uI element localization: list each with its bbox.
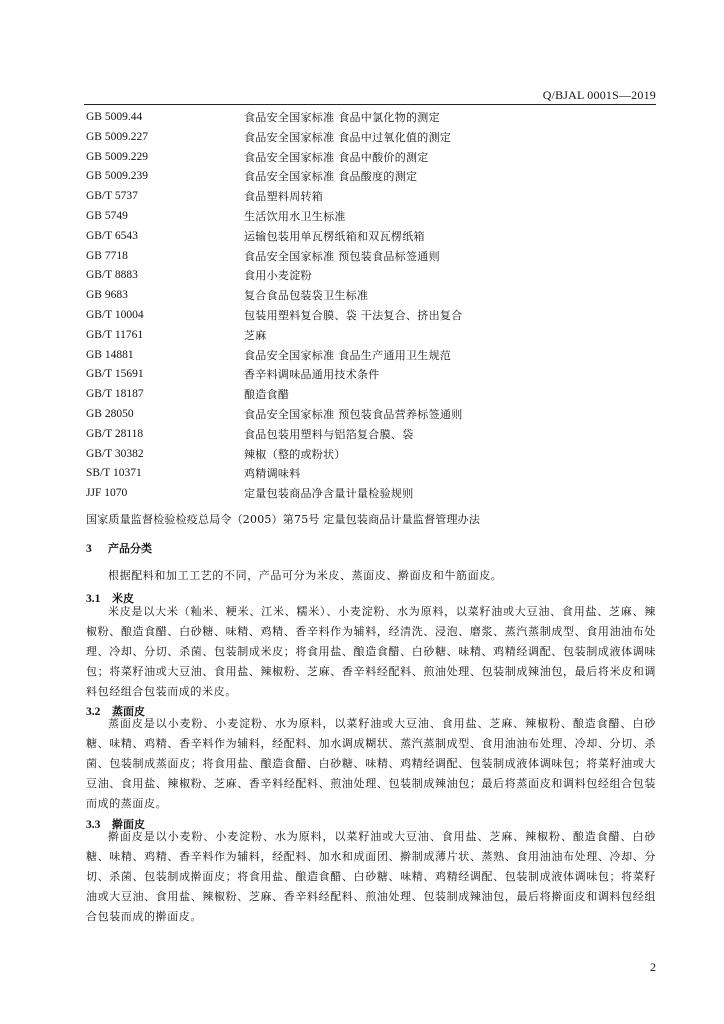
reference-row: [86, 306, 666, 326]
reference-title: 食品安全国家标准 食品中氯化物的测定: [244, 111, 440, 124]
reference-code: GB/T 18187: [86, 388, 144, 401]
reference-title: 鸡精调味料: [244, 467, 301, 481]
subsection-number: 3.2: [86, 706, 101, 718]
reference-code: SB/T 10371: [86, 467, 142, 480]
reference-row: [86, 108, 666, 128]
reference-row: [86, 266, 666, 286]
reference-title: 生活饮用水卫生标准: [244, 209, 346, 223]
reference-row: [86, 128, 666, 148]
reference-title: 复合食品包装袋卫生标准: [244, 289, 369, 303]
reference-title: 食品安全国家标准 预包装食品标签通则: [244, 249, 440, 263]
reference-title: 食品安全国家标准 食品中过氧化值的测定: [244, 130, 452, 144]
reference-row: [86, 148, 666, 168]
reference-code: GB 28050: [86, 407, 134, 420]
section-number: 3: [86, 543, 92, 555]
reference-title: 包装用塑料复合膜、袋 干法复合、挤出复合: [244, 308, 463, 322]
reference-code: GB/T 6543: [86, 229, 138, 242]
header-rule: [84, 104, 656, 105]
reference-row: [86, 207, 666, 227]
reference-row: [86, 405, 666, 425]
subsection-title: 米皮: [112, 592, 134, 605]
page-number: 2: [650, 960, 656, 974]
reference-row: [86, 464, 666, 484]
subsection-number: 3.1: [86, 593, 101, 605]
reference-code: GB/T 28118: [86, 427, 144, 440]
reference-title: 食品安全国家标准 食品生产通用卫生规范: [244, 348, 452, 362]
reference-code: GB 9683: [86, 289, 128, 302]
reference-title: 食用小麦淀粉: [244, 269, 312, 283]
reference-code: GB/T 30382: [86, 447, 144, 460]
subsection-title: 擀面皮: [112, 818, 145, 831]
reference-title: 食品包装用塑料与铝箔复合膜、袋: [244, 427, 414, 441]
reference-row: [86, 326, 666, 346]
reference-code: GB 5009.229: [86, 150, 148, 163]
section-heading: [86, 540, 152, 556]
reference-row: [86, 247, 666, 267]
reference-code: GB/T 5737: [86, 190, 138, 203]
reference-code: GB/T 11761: [86, 328, 144, 341]
reference-code: GB 5009.44: [86, 111, 143, 123]
reference-code: GB 7718: [86, 249, 128, 262]
document-code: Q/BJAL 0001S—2019: [542, 88, 656, 102]
reference-title: 香辛料调味品通用技术条件: [244, 368, 380, 382]
section-intro-paragraph: 根据配料和加工工艺的不同，产品可分为米皮、蒸面皮、擀面皮和牛筋面皮。: [108, 569, 503, 582]
reference-row: [86, 167, 666, 187]
subsection-paragraph: 蒸面皮是以小麦粉、小麦淀粉、水为原料，以菜籽油或大豆油、食用盐、芝麻、辣椒粉、酿造食醋、白砂糖、味精、鸡精、香辛料作为辅料，经配料、加水调成糊状、蒸汽蒸制成型、食用油油布处理、冷却、分切、杀菌、包装制成蒸面皮；将食用盐、酿造食醋、白砂糖、味精、鸡精经调配、包装制成液体调味包；将菜籽油或大豆油、食用盐、辣椒粉、芝麻、香辛料经配料、煎油处理、包装制成辣油包；最后将蒸面皮和调料包经组合包装而成的蒸面皮。: [86, 717, 656, 810]
reference-code: GB 14881: [86, 348, 134, 361]
subsection-title: 蒸面皮: [112, 705, 145, 718]
reference-regulation: 国家质量监督检验检疫总局令（2005）第75号 定量包装商品计量监督管理办法: [86, 513, 481, 526]
subsection-paragraph: 米皮是以大米（籼米、粳米、江米、糯米）、小麦淀粉、水为原料，以菜籽油或大豆油、食用盐、芝麻、辣椒粉、酿造食醋、白砂糖、味精、鸡精、香辛料作为辅料，经清洗、浸泡、磨浆、蒸汽蒸制成型、食用油油布处理、冷却、分切、杀菌、包装制成米皮；将食用盐、酿造食醋、白砂糖、味精、鸡精经调配、包装制成液体调味包；将菜籽油或大豆油、食用盐、辣椒粉、芝麻、香辛料经配料、煎油处理、包装制成辣油包，最后将米皮和调料包经组合包装而成的米皮。: [86, 605, 656, 698]
reference-row: [86, 425, 666, 445]
reference-title: 定量包装商品净含量计量检验规则: [244, 487, 414, 501]
reference-title: 酿造食醋: [244, 388, 290, 402]
reference-code: GB/T 10004: [86, 308, 144, 321]
reference-row: [86, 365, 666, 385]
reference-title: 芝麻: [244, 328, 267, 342]
reference-title: 食品安全国家标准 预包装食品营养标签通则: [244, 407, 463, 421]
reference-title: 食品安全国家标准 食品中酸价的测定: [244, 150, 429, 164]
subsection-paragraph: 擀面皮是以小麦粉、小麦淀粉、水为原料，以菜籽油或大豆油、食用盐、芝麻、辣椒粉、酿造食醋、白砂糖、味精、鸡精、香辛料作为辅料，经配料、加水和成面团、擀制成薄片状、蒸熟、食用油油布处理、冷却、分切、杀菌、包装制成擀面皮；将食用盐、酿造食醋、白砂糖、味精、鸡精经调配、包装制成液体调味包；将菜籽油或大豆油、食用盐、辣椒粉、芝麻、香辛料经配料、煎油处理、包装制成辣油包，最后将擀面皮和调料包经组合包装而成的擀面皮。: [86, 830, 656, 923]
reference-code: GB 5009.227: [86, 130, 148, 143]
reference-title: 食品安全国家标准 食品酸度的测定: [244, 170, 418, 184]
reference-row: [86, 484, 666, 504]
reference-title: 辣椒（整的或粉状）: [244, 447, 346, 461]
reference-row: [86, 187, 666, 207]
reference-title: 食品塑料周转箱: [244, 190, 324, 204]
reference-code: GB/T 15691: [86, 368, 144, 381]
reference-code: JJF 1070: [86, 487, 128, 500]
reference-code: GB 5009.239: [86, 170, 148, 183]
reference-row: [86, 445, 666, 465]
section-title: 产品分类: [108, 542, 152, 555]
reference-row: [86, 346, 666, 366]
reference-row: [86, 227, 666, 247]
reference-row: [86, 385, 666, 405]
reference-code: GB 5749: [86, 209, 128, 222]
subsection-number: 3.3: [86, 819, 101, 831]
reference-row: [86, 286, 666, 306]
reference-title: 运输包装用单瓦楞纸箱和双瓦楞纸箱: [244, 229, 425, 243]
reference-code: GB/T 8883: [86, 269, 138, 282]
reference-list: [86, 108, 666, 504]
